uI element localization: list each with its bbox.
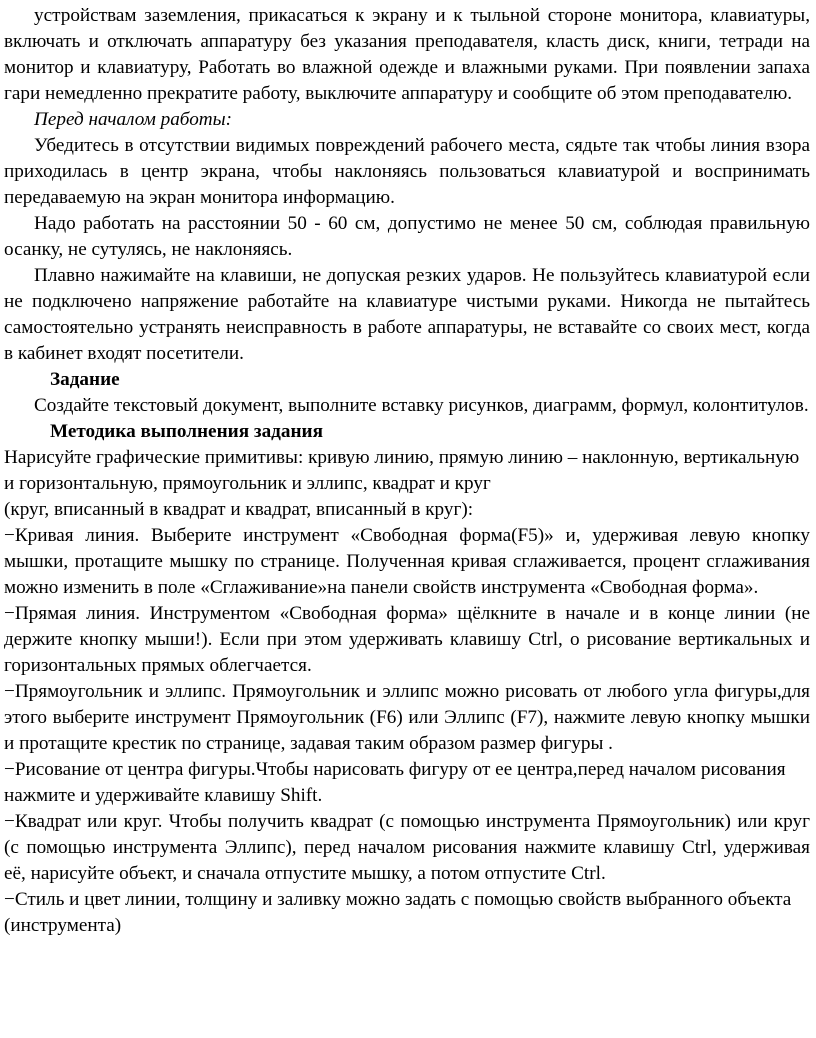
method-list-item: −Кривая линия. Выберите инструмент «Свободная форма(F5)» и, удерживая левую кнопку мышки, протащите мышку по странице. Полученная кривая сглаживается, процент сглаживания можно изменить в поле «Сглаживание»на панели свойств инструмента «Свободная форма». — [4, 525, 810, 598]
method-list-item: −Квадрат или круг. Чтобы получить квадрат (с помощью инструмента Прямоугольник) или круг (с помощью инструмента Эллипс), перед началом рисования нажмите клавишу Ctrl, удерживая её, нарисуйте объект, и сначала отпустите мышку, а потом отпустите Ctrl. — [4, 811, 810, 884]
method-list-item: −Прямоугольник и эллипс. Прямоугольник и эллипс можно рисовать от любого угла фигуры,для этого выберите инструмент Прямоугольник (F6) или Эллипс (F7), нажмите левую кнопку мышки и протащите крестик по странице, задавая таким образом размер фигуры . — [4, 681, 810, 754]
method-list-item: −Стиль и цвет линии, толщину и заливку можно задать с помощью свойств выбранного объекта (инструмента) — [4, 889, 792, 936]
before-work-heading: Перед началом работы: — [34, 109, 233, 130]
task-text: Создайте текстовый документ, выполните вставку рисунков, диаграмм, формул, колонтитулов. — [34, 395, 809, 416]
method-intro: Нарисуйте графические примитивы: кривую линию, прямую линию – наклонную, вертикальную и горизонтальную, прямоугольник и эллипс, квадрат и круг — [4, 447, 800, 494]
body-paragraph: Плавно нажимайте на клавиши, не допуская резких ударов. Не пользуйтесь клавиатурой если не подключено напряжение работайте на клавиатуре чистыми руками. Никогда не пытайтесь самостоятельно устранять неисправность в работе аппаратуры, не вставайте со своих мест, когда в кабинет входят посетители. — [4, 265, 810, 364]
body-paragraph: Убедитесь в отсутствии видимых повреждений рабочего места, сядьте так чтобы линия взора приходилась в центр экрана, чтобы наклоняясь пользоваться клавиатурой и воспринимать передаваемую на экран монитора информацию. — [4, 135, 810, 208]
method-heading: Методика выполнения задания — [50, 421, 323, 442]
method-list-item: −Прямая линия. Инструментом «Свободная форма» щёлкните в начале и в конце линии (не держите кнопку мыши!). Если при этом удерживать клавишу Ctrl, о рисование вертикальных и горизонтальных прямых облегчается. — [4, 603, 810, 676]
intro-paragraph: устройствам заземления, прикасаться к экрану и к тыльной стороне монитора, клавиатуры, включать и отключать аппаратуру без указания преподавателя, класть диск, книги, тетради на монитор и клавиатуру, Работать во влажной одежде и влажными руками. При появлении запаха гари немедленно прекратите работу, выключите аппаратуру и сообщите об этом преподавателю. — [4, 5, 810, 104]
body-paragraph: Надо работать на расстоянии 50 - 60 см, допустимо не менее 50 см, соблюдая правильную осанку, не сутулясь, не наклоняясь. — [4, 213, 810, 260]
method-intro-note: (круг, вписанный в квадрат и квадрат, вписанный в круг): — [4, 499, 474, 520]
method-list-item: −Рисование от центра фигуры.Чтобы нарисовать фигуру от ее центра,перед началом рисования нажмите и удерживайте клавишу Shift. — [4, 759, 786, 806]
task-heading: Задание — [50, 369, 120, 390]
